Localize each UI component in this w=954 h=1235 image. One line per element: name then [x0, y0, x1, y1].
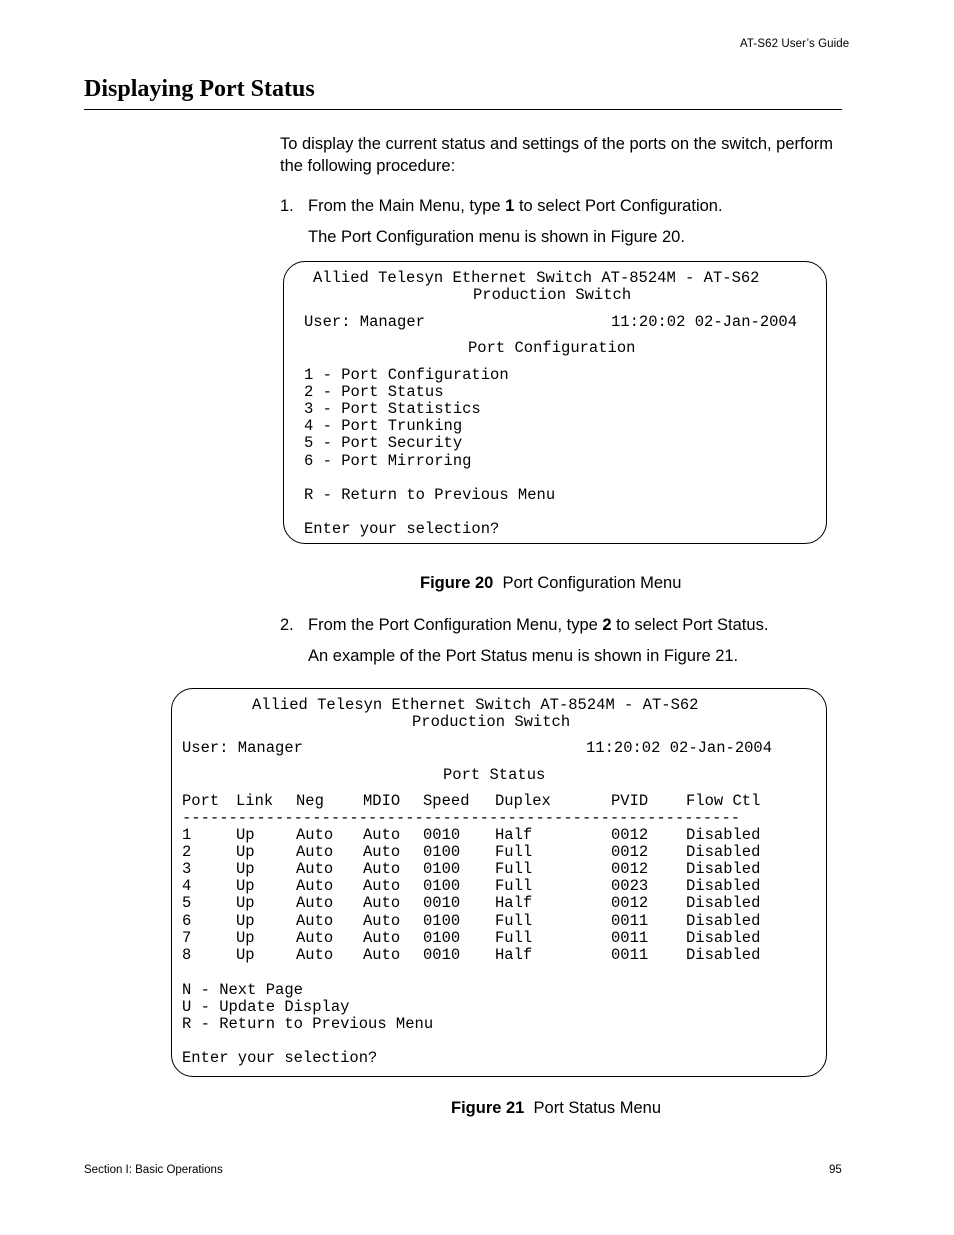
cell-link: Up	[236, 860, 255, 879]
step-2-note: An example of the Port Status menu is shown in Figure 21.	[308, 647, 739, 665]
cell-mdio: Auto	[363, 945, 401, 964]
cell-pvid: 0011	[611, 928, 649, 947]
cell-flow-ctl: Disabled	[686, 860, 761, 879]
cell-duplex: Half	[495, 894, 533, 913]
cell-flow-ctl: Disabled	[686, 843, 761, 862]
cell-link: Up	[236, 911, 255, 930]
cell-speed: 0100	[423, 843, 461, 862]
running-header: AT-S62 User’s Guide	[740, 38, 850, 50]
cell-port: 3	[182, 860, 192, 879]
menu-item: 6 - Port Mirroring	[304, 452, 472, 470]
cell-neg: Auto	[296, 894, 334, 913]
column-header-mdio: MDIO	[363, 792, 401, 810]
step-text: From the Main Menu, type	[308, 197, 506, 215]
cell-pvid: 0011	[611, 945, 649, 964]
menu-item: 5 - Port Security	[304, 434, 463, 452]
cell-link: Up	[236, 826, 255, 844]
cell-link: Up	[236, 928, 255, 947]
cell-speed: 0100	[423, 928, 461, 947]
cell-port: 6	[182, 911, 192, 930]
cell-speed: 0100	[423, 911, 461, 930]
step-1-note: The Port Configuration menu is shown in Figure 20.	[308, 228, 685, 246]
figure-21-terminal	[171, 688, 827, 1077]
cell-port: 8	[182, 945, 192, 964]
cell-pvid: 0012	[611, 843, 649, 862]
cell-duplex: Full	[495, 928, 533, 947]
cell-pvid: 0012	[611, 860, 649, 879]
cell-flow-ctl: Disabled	[686, 928, 761, 947]
step-text: to select Port Status.	[611, 616, 769, 634]
cell-neg: Auto	[296, 911, 334, 930]
menu-item: 1 - Port Configuration	[304, 366, 509, 384]
cell-mdio: Auto	[363, 826, 401, 844]
cell-mdio: Auto	[363, 928, 401, 947]
cell-mdio: Auto	[363, 894, 401, 913]
caption-label: Figure 20	[420, 574, 494, 592]
cell-duplex: Full	[495, 860, 533, 879]
cell-port: 4	[182, 877, 192, 896]
menu-option: U - Update Display	[182, 998, 350, 1016]
terminal-user: User: Manager	[182, 739, 303, 757]
terminal-timestamp: 11:20:02 02-Jan-2004	[611, 313, 798, 331]
menu-option: N - Next Page	[182, 981, 303, 999]
cell-mdio: Auto	[363, 860, 401, 879]
menu-option: R - Return to Previous Menu	[182, 1015, 434, 1033]
footer-section: Section I: Basic Operations	[84, 1164, 223, 1176]
cell-neg: Auto	[296, 877, 334, 896]
section-title: Displaying Port Status	[84, 76, 315, 102]
menu-heading: Port Status	[443, 766, 546, 784]
cell-duplex: Half	[495, 826, 533, 844]
cell-duplex: Full	[495, 877, 533, 896]
cell-speed: 0010	[423, 945, 461, 964]
caption-label: Figure 21	[451, 1099, 525, 1117]
cell-link: Up	[236, 877, 255, 896]
cell-neg: Auto	[296, 826, 334, 844]
terminal-subtitle: Production Switch	[473, 286, 632, 304]
terminal-subtitle: Production Switch	[412, 713, 571, 731]
terminal-title: Allied Telesyn Ethernet Switch AT-8524M - AT-S62	[313, 269, 760, 287]
menu-item: 3 - Port Statistics	[304, 400, 481, 418]
step-text: From the Port Configuration Menu, type	[308, 616, 603, 634]
cell-port: 5	[182, 894, 192, 913]
cell-duplex: Full	[495, 843, 533, 862]
intro-paragraph: To display the current status and settings of the ports on the switch, perform the following procedure:	[280, 135, 834, 175]
cell-duplex: Full	[495, 911, 533, 930]
terminal-user: User: Manager	[304, 313, 425, 331]
cell-neg: Auto	[296, 843, 334, 862]
menu-item: 4 - Port Trunking	[304, 417, 463, 435]
cell-neg: Auto	[296, 860, 334, 879]
cell-link: Up	[236, 945, 255, 964]
cell-flow-ctl: Disabled	[686, 945, 761, 964]
cell-mdio: Auto	[363, 877, 401, 896]
step-text: to select Port Configuration.	[514, 197, 723, 215]
cell-flow-ctl: Disabled	[686, 826, 761, 844]
step-2	[280, 614, 840, 636]
table-separator: ------------------------------------------------------------	[182, 809, 741, 827]
cell-speed: 0100	[423, 860, 461, 879]
cell-flow-ctl: Disabled	[686, 894, 761, 913]
column-header-flow-ctl: Flow Ctl	[686, 792, 761, 810]
title-rule	[84, 109, 842, 110]
cell-link: Up	[236, 843, 255, 862]
column-header-pvid: PVID	[611, 792, 649, 810]
column-header-duplex: Duplex	[495, 792, 551, 810]
cell-duplex: Half	[495, 945, 533, 964]
cell-neg: Auto	[296, 928, 334, 947]
page-number: 95	[829, 1164, 842, 1176]
menu-prompt: Enter your selection?	[304, 520, 500, 538]
cell-port: 2	[182, 843, 192, 862]
cell-speed: 0100	[423, 877, 461, 896]
cell-mdio: Auto	[363, 843, 401, 862]
menu-item: 2 - Port Status	[304, 383, 444, 401]
cell-speed: 0010	[423, 826, 461, 844]
cell-link: Up	[236, 894, 255, 913]
terminal-timestamp: 11:20:02 02-Jan-2004	[586, 739, 773, 757]
column-header-neg: Neg	[296, 792, 324, 810]
step-number: 1.	[280, 197, 294, 215]
step-key: 2	[602, 616, 612, 634]
cell-flow-ctl: Disabled	[686, 911, 761, 930]
cell-port: 7	[182, 928, 192, 947]
step-key: 1	[505, 197, 515, 215]
figure-20-terminal	[283, 261, 827, 544]
cell-pvid: 0012	[611, 894, 649, 913]
step-1	[280, 195, 840, 217]
figure-20-caption	[420, 574, 681, 593]
figure-21-caption	[451, 1099, 661, 1118]
terminal-title: Allied Telesyn Ethernet Switch AT-8524M - AT-S62	[252, 696, 699, 714]
cell-pvid: 0012	[611, 826, 649, 844]
column-header-speed: Speed	[423, 792, 470, 810]
cell-neg: Auto	[296, 945, 334, 964]
menu-heading: Port Configuration	[468, 339, 636, 357]
cell-pvid: 0011	[611, 911, 649, 930]
caption-text: Port Configuration Menu	[502, 574, 682, 592]
menu-prompt: Enter your selection?	[182, 1049, 378, 1067]
menu-return: R - Return to Previous Menu	[304, 486, 556, 504]
column-header-link: Link	[236, 792, 274, 810]
step-number: 2.	[280, 616, 294, 634]
cell-pvid: 0023	[611, 877, 649, 896]
cell-flow-ctl: Disabled	[686, 877, 761, 896]
caption-text: Port Status Menu	[533, 1099, 662, 1117]
column-header-port: Port	[182, 792, 220, 810]
cell-mdio: Auto	[363, 911, 401, 930]
cell-speed: 0010	[423, 894, 461, 913]
cell-port: 1	[182, 826, 192, 844]
